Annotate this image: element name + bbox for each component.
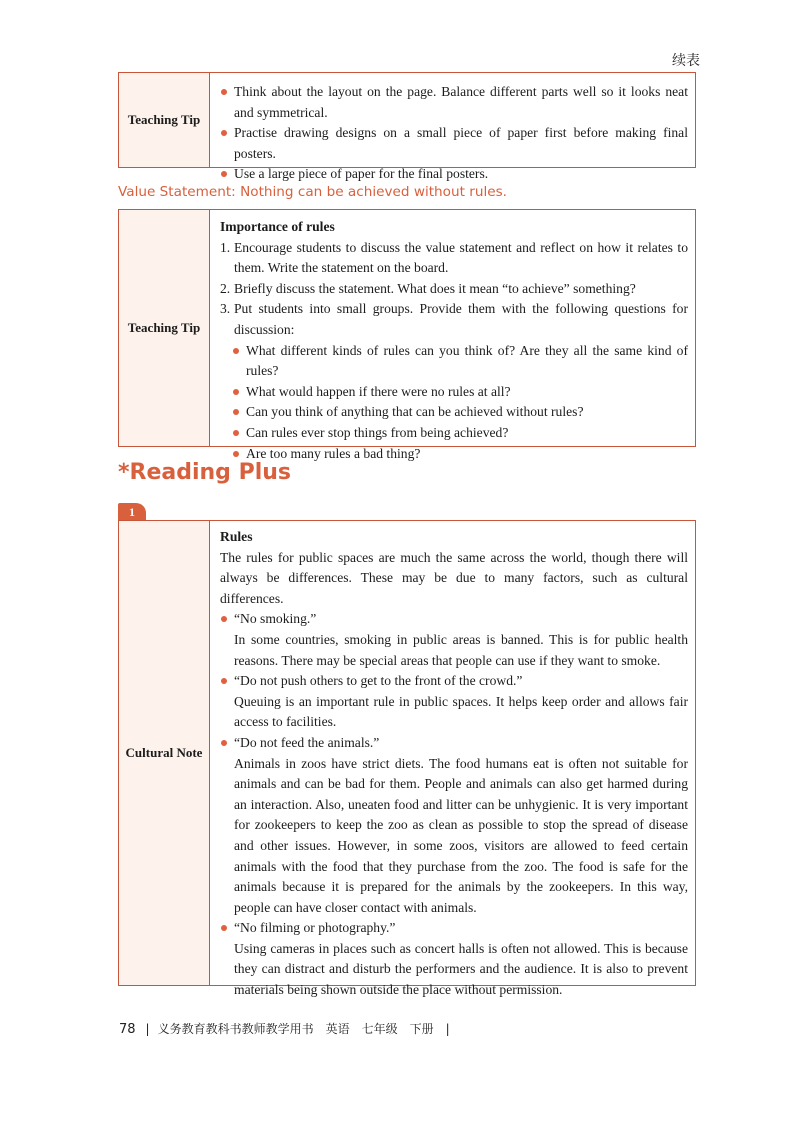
step-text: Put students into small groups. Provide them with the following questions for discussion: xyxy=(234,301,688,337)
tip-bullet: Use a large piece of paper for the final posters. xyxy=(220,164,688,185)
cultural-note-table xyxy=(118,520,696,998)
teaching-tip-table-layout xyxy=(118,72,696,182)
footer-separator: | xyxy=(445,1022,450,1036)
rule-title: “Do not push others to get to the front of the crowd.” xyxy=(220,671,688,692)
step-text: Encourage students to discuss the value statement and reflect on how it relates to them. Write the statement on the board. xyxy=(234,239,688,276)
page-footer xyxy=(119,1020,450,1037)
continued-label: 续表 xyxy=(672,53,700,69)
section-number-badge: 1 xyxy=(118,503,146,522)
page-number: 78 xyxy=(119,1022,136,1037)
content-heading: Rules xyxy=(220,529,253,544)
numbered-step xyxy=(220,279,688,300)
section-title: *Reading Plus xyxy=(118,460,291,485)
grade: 七年级 xyxy=(361,1022,398,1036)
rule-title: “No filming or photography.” xyxy=(220,918,688,939)
content-cell xyxy=(210,73,695,182)
rule-text: Queuing is an important rule in public spaces. It helps keep order and allows fair access to facilities. xyxy=(234,693,688,730)
row-label: Cultural Note xyxy=(119,521,210,985)
rule-title: “Do not feed the animals.” xyxy=(220,733,688,754)
rule-text: In some countries, smoking in public areas is banned. This is for public health reasons. There may be special areas that people can use if they want to smoke. xyxy=(234,631,688,668)
rule-text: Using cameras in places such as concert halls is often not allowed. This is because they can distract and disturb the performers and the audience. It is also to prevent materials being shown outside the place without permission. xyxy=(234,940,688,998)
step-number: 3. xyxy=(220,301,231,317)
subject: 英语 xyxy=(325,1022,350,1036)
step-number: 2. xyxy=(220,280,231,296)
numbered-step xyxy=(220,299,688,340)
footer-separator: | xyxy=(145,1022,150,1036)
step-number: 1. xyxy=(220,239,231,255)
step-text: Briefly discuss the statement. What does it mean “to achieve” something? xyxy=(234,280,636,296)
tip-bullet: Practise drawing designs on a small piece of paper first before making final posters. xyxy=(220,123,688,164)
row-label: Teaching Tip xyxy=(119,210,210,446)
content-cell xyxy=(210,521,695,998)
tip-bullet: Think about the layout on the page. Balance different parts well so it looks neat and symmetrical. xyxy=(220,82,688,123)
discussion-question: Can rules ever stop things from being achieved? xyxy=(220,423,688,444)
discussion-question: Can you think of anything that can be achieved without rules? xyxy=(220,402,688,423)
content-heading: Importance of rules xyxy=(220,219,335,234)
discussion-question: What different kinds of rules can you think of? Are they all the same kind of rules? xyxy=(220,341,688,382)
rule-title: “No smoking.” xyxy=(220,609,688,630)
discussion-question: Are too many rules a bad thing? xyxy=(220,444,688,465)
teaching-tip-table-rules xyxy=(118,209,696,461)
intro-paragraph: The rules for public spaces are much the same across the world, though there will always be differences. These may be due to many factors, such as cultural differences. xyxy=(220,549,688,606)
volume: 下册 xyxy=(409,1022,434,1036)
book-title: 义务教育教科书教师教学用书 xyxy=(157,1022,314,1036)
discussion-question: What would happen if there were no rules at all? xyxy=(220,382,688,403)
content-cell xyxy=(210,210,695,461)
row-label: Teaching Tip xyxy=(119,73,210,167)
rule-text: Animals in zoos have strict diets. The food humans eat is often not suitable for animals and can be bad for them. People and animals can also get harmed during an interaction. Also, uneaten food and litter can be unhygienic. It is very important for zookeepers to keep the zoo as clean as possible to stop the spread of disease and other issues. However, in some zoos, visitors are allowed to feed certain animals with the food that they purchase from the zoo. The food is safe for the animals because it is prepared for the animals by the zookeepers. In this way, people can have closer contact with animals. xyxy=(234,755,688,915)
value-statement: Value Statement: Nothing can be achieved without rules. xyxy=(118,184,508,200)
numbered-step xyxy=(220,238,688,279)
